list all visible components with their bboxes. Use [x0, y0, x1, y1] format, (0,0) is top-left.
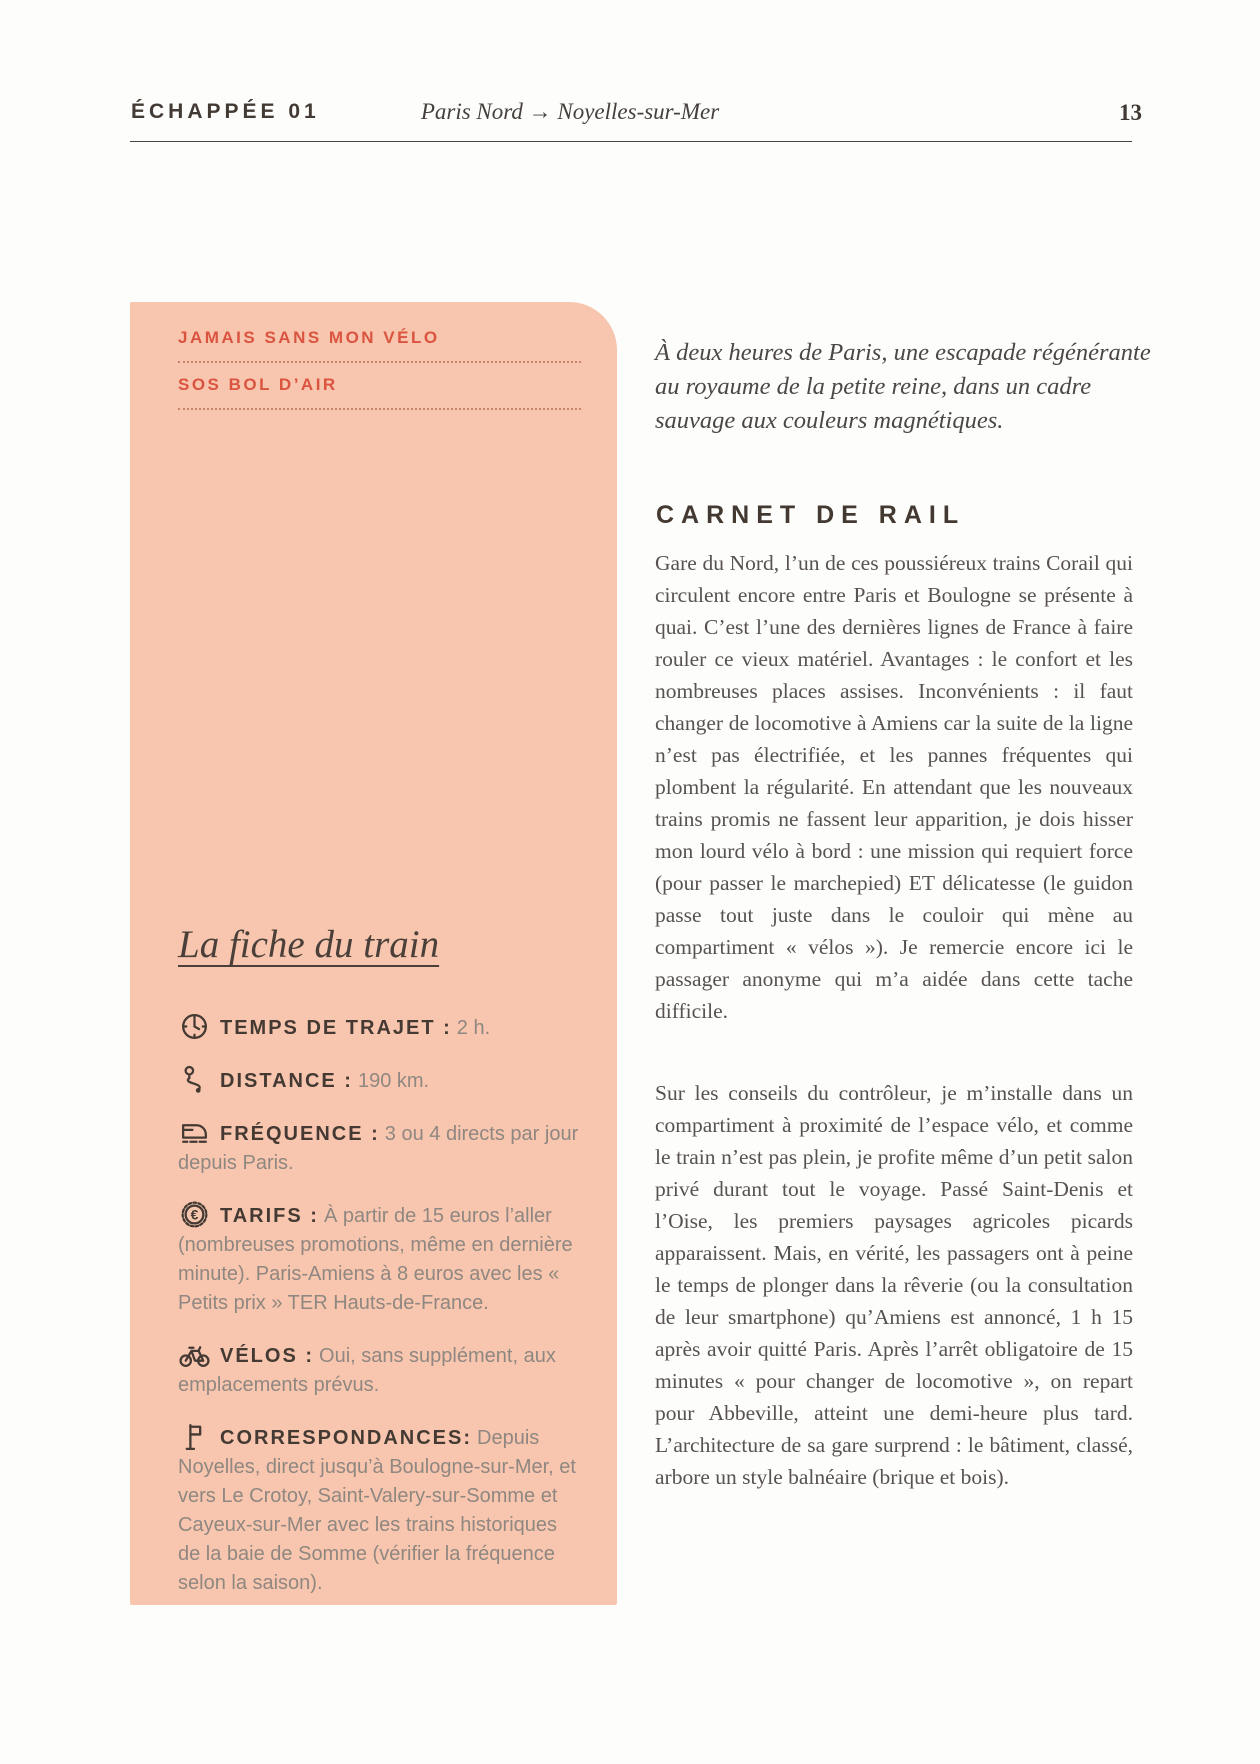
- signpost-icon: [178, 1420, 211, 1453]
- fact-label: DISTANCE :: [220, 1070, 353, 1092]
- fact-temps-de-trajet: [178, 1010, 580, 1043]
- fact-label: TEMPS DE TRAJET :: [220, 1017, 452, 1039]
- article-paragraph: Sur les conseils du contrôleur, je m’installe dans un compartiment à proximité de l’espace vélo, et comme le train n’est pas plein, je profite même d’un petit salon privé durant tout le voyage. Passé Saint-Denis et l’Oise, les premiers paysages agricoles picards apparaissent. Mais, en vérité, les passagers ont à peine le temps de plonger dans la rêverie (ou la consultation de leur smartphone) qu’Amiens est annoncé, 1 h 15 après avoir quitté Paris. Après l’arrêt obligatoire de 15 minutes « pour changer de locomotive », on repart pour Abbeville, atteint une demi-heure plus tard. L’architecture de sa gare surprend : le bâtiment, classé, arbore un style balnéaire (brique et bois).: [655, 1081, 1133, 1489]
- article-body: [655, 547, 1133, 1543]
- euro-coin-icon: [178, 1198, 211, 1231]
- section-title: CARNET DE RAIL: [656, 501, 966, 529]
- fiche-title: La fiche du train: [178, 923, 440, 966]
- route-pin-icon: [178, 1063, 211, 1096]
- fact-frequence: [178, 1116, 580, 1178]
- fact-label: FRÉQUENCE :: [220, 1123, 380, 1145]
- fact-distance: [178, 1063, 580, 1096]
- train-info-panel: [130, 302, 617, 1605]
- fact-value: 3 ou 4 directs par jour depuis Paris.: [178, 1123, 579, 1174]
- fact-value: 190 km.: [357, 1070, 430, 1092]
- fact-value: Oui, sans supplément, aux emplacements prévus.: [178, 1345, 556, 1396]
- fact-list: [178, 1010, 580, 1618]
- fact-value: Depuis Noyelles, direct jusqu’à Boulogne-sur-Mer, et vers Le Crotoy, Saint-Valery-sur-Somme et Cayeux-sur-Mer avec les trains historiques de la baie de Somme (vérifier la fréquence selon la saison).: [178, 1427, 576, 1594]
- article-intro: À deux heures de Paris, une escapade régénérante au royaume de la petite reine, dans un cadre sauvage aux couleurs magnétiques.: [655, 339, 1151, 434]
- fact-correspondances: [178, 1420, 580, 1598]
- tag-jamais-sans-mon-velo: JAMAIS SANS MON VÉLO: [178, 328, 581, 363]
- route-title: Paris Nord → Noyelles-sur-Mer: [420, 99, 720, 124]
- fact-tarifs: [178, 1198, 580, 1318]
- fact-label: VÉLOS :: [220, 1345, 315, 1367]
- header-rule: [130, 141, 1132, 142]
- tag-list: [178, 328, 581, 422]
- fact-value: À partir de 15 euros l’aller (nombreuses promotions, même en dernière minute). Paris-Amiens à 8 euros avec les « Petits prix » TER Hauts-de-France.: [178, 1205, 573, 1314]
- fact-label: CORRESPONDANCES:: [220, 1427, 473, 1449]
- fact-value: 2 h.: [456, 1017, 491, 1039]
- page-number: 13: [1119, 100, 1142, 125]
- euro-glyph: €: [190, 1206, 199, 1223]
- fact-label: TARIFS :: [220, 1205, 319, 1227]
- article-paragraph: Gare du Nord, l’un de ces poussiéreux trains Corail qui circulent encore entre Paris et Boulogne se présente à quai. C’est l’une des dernières lignes de France à faire rouler ce vieux matériel. Avantages : le confort et les nombreuses places assises. Inconvénients : il faut changer de locomotive à Amiens car la suite de la ligne n’est pas électrifiée, et les pannes fréquentes qui plombent la régularité. En attendant que les nouveaux trains promis ne fassent leur apparition, je dois hisser mon lourd vélo à bord : une mission qui requiert force (pour passer le marchepied) ET délicatesse (le guidon passe tout juste dans le couloir qui mène au compartiment « vélos »). Je remercie encore ici le passager anonyme qui m’a aidée dans cette tache difficile.: [655, 551, 1133, 1023]
- train-icon: [178, 1116, 211, 1149]
- edition-label: ÉCHAPPÉE 01: [131, 100, 320, 123]
- fact-velos: [178, 1338, 580, 1400]
- clock-icon: [178, 1010, 211, 1043]
- bicycle-icon: [178, 1338, 211, 1371]
- tag-sos-bol-dair: SOS BOL D’AIR: [178, 375, 581, 410]
